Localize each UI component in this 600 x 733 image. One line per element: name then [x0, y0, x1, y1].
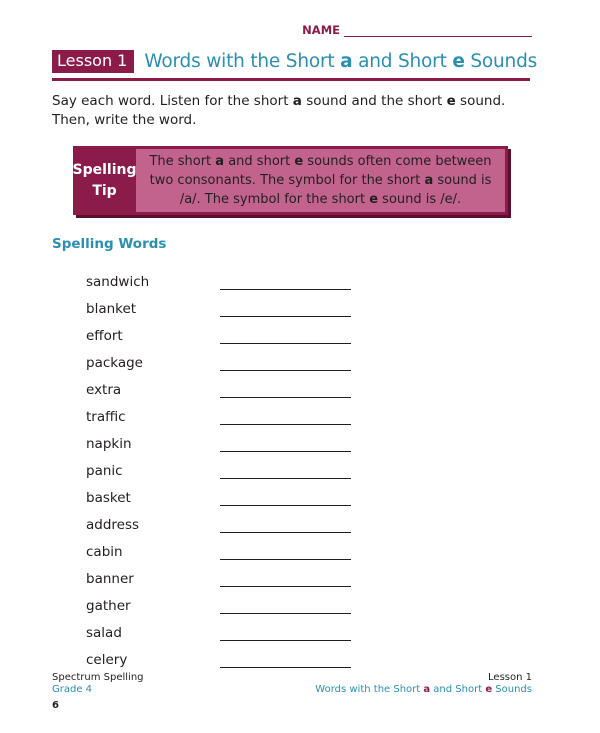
word-row — [86, 371, 366, 398]
name-field — [302, 23, 532, 37]
word-text: blanket — [86, 301, 137, 317]
footer-right — [315, 672, 532, 696]
write-line[interactable] — [220, 303, 351, 317]
instructions: Say each word. Listen for the short a sound and the short e sound. Then, write the word. — [52, 93, 506, 128]
spelling-tip-text: The short a and short e sounds often come between two consonants. The symbol for the short a sound is /a/. The symbol for the short e sound is /e/. — [136, 146, 508, 215]
word-text: napkin — [86, 436, 132, 452]
word-text: salad — [86, 625, 122, 641]
write-line[interactable] — [220, 465, 351, 479]
word-row — [86, 290, 366, 317]
word-text: address — [86, 517, 140, 533]
spelling-tip-box — [73, 146, 508, 215]
word-text: basket — [86, 490, 131, 506]
word-row — [86, 560, 366, 587]
write-line[interactable] — [220, 627, 351, 641]
word-text: effort — [86, 328, 123, 344]
name-label: NAME — [302, 23, 340, 37]
write-line[interactable] — [220, 330, 351, 344]
word-text: panic — [86, 463, 123, 479]
word-row — [86, 263, 366, 290]
page-number: 6 — [52, 700, 59, 711]
spelling-tip-label: Spelling Tip — [73, 146, 136, 215]
header-divider — [52, 78, 530, 81]
word-row — [86, 506, 366, 533]
word-row — [86, 398, 366, 425]
word-text: extra — [86, 382, 122, 398]
word-row — [86, 587, 366, 614]
lesson-badge: Lesson 1 — [52, 50, 134, 73]
write-line[interactable] — [220, 438, 351, 452]
word-text: banner — [86, 571, 134, 587]
word-row — [86, 533, 366, 560]
write-line[interactable] — [220, 492, 351, 506]
word-text: gather — [86, 598, 131, 614]
write-line[interactable] — [220, 519, 351, 533]
word-row — [86, 452, 366, 479]
spelling-words-heading: Spelling Words — [52, 236, 167, 252]
word-text: package — [86, 355, 143, 371]
name-write-line[interactable] — [344, 25, 532, 37]
word-row — [86, 425, 366, 452]
word-row — [86, 344, 366, 371]
footer-lesson-title: Words with the Short a and Short e Sounds — [315, 684, 532, 695]
spelling-word-list — [86, 263, 366, 668]
write-line[interactable] — [220, 600, 351, 614]
lesson-title: Words with the Short a and Short e Sounds — [144, 51, 538, 72]
word-row — [86, 479, 366, 506]
footer-grade: Grade 4 — [52, 684, 93, 695]
word-row — [86, 641, 366, 668]
word-text: cabin — [86, 544, 123, 560]
lesson-header — [52, 50, 538, 73]
word-row — [86, 317, 366, 344]
write-line[interactable] — [220, 384, 351, 398]
write-line[interactable] — [220, 276, 351, 290]
word-text: sandwich — [86, 274, 150, 290]
word-text: traffic — [86, 409, 126, 425]
write-line[interactable] — [220, 357, 351, 371]
write-line[interactable] — [220, 573, 351, 587]
word-row — [86, 614, 366, 641]
word-text: celery — [86, 652, 128, 668]
footer-left — [52, 672, 144, 696]
footer-lesson: Lesson 1 — [488, 672, 532, 683]
write-line[interactable] — [220, 546, 351, 560]
write-line[interactable] — [220, 411, 351, 425]
write-line[interactable] — [220, 654, 351, 668]
footer-book-title: Spectrum Spelling — [52, 672, 144, 683]
